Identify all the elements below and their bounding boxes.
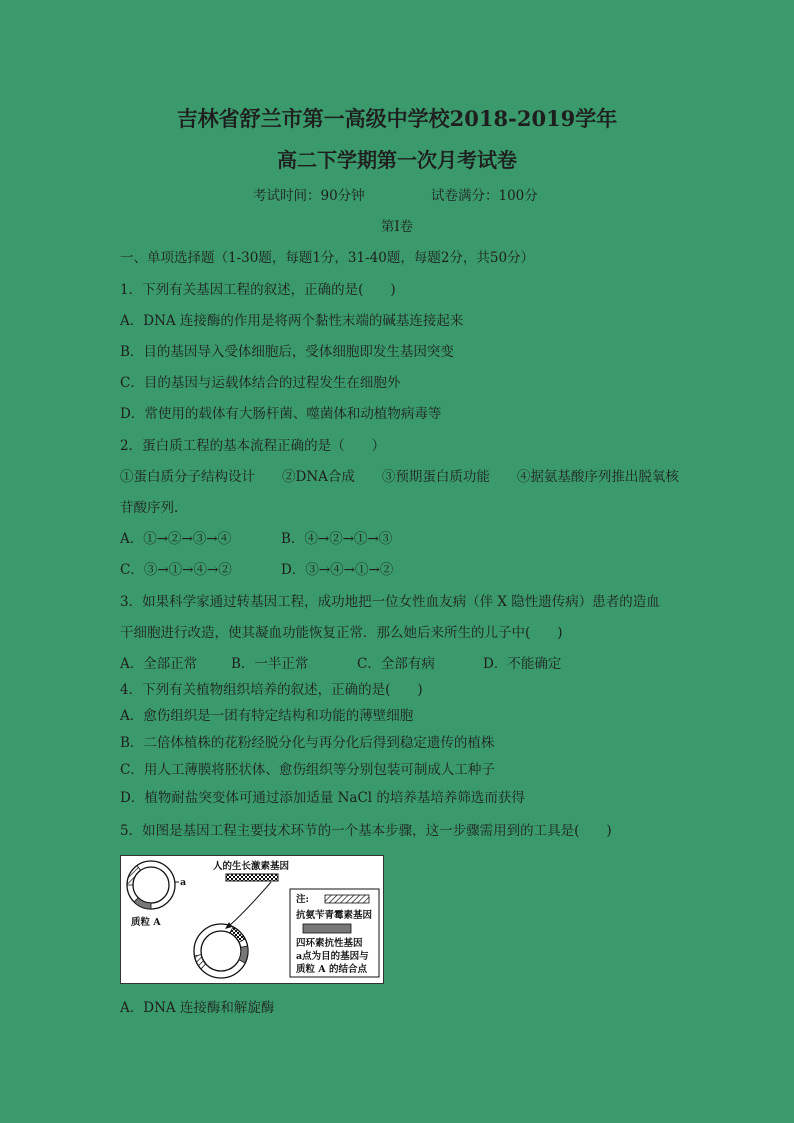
exam-time: 考试时间：90分钟 bbox=[253, 188, 365, 204]
q3-stem-line2: 干细胞进行改造，使其凝血功能恢复正常．那么她后来所生的儿子中( ) bbox=[120, 625, 563, 641]
q4-option-c: C．用人工薄膜将胚状体、愈伤组织等分别包装可制成人工种子 bbox=[120, 762, 495, 778]
q1-option-b: B．目的基因导入受体细胞后，受体细胞即发生基因突变 bbox=[120, 344, 454, 360]
point-a-label: a bbox=[180, 877, 187, 888]
gene-engineering-figure bbox=[120, 855, 384, 984]
plasmid-diagram bbox=[121, 856, 383, 983]
q3-option-c: C．全部有病 bbox=[357, 656, 435, 672]
gene-label: 人的生长激素基因 bbox=[213, 861, 290, 872]
q1-stem: 1．下列有关基因工程的叙述，正确的是( ) bbox=[120, 282, 396, 298]
q4-stem: 4．下列有关植物组织培养的叙述，正确的是( ) bbox=[120, 682, 423, 698]
q3-option-a: A．全部正常 bbox=[120, 656, 198, 672]
inserted-gene-segment bbox=[230, 927, 245, 942]
q3-option-d: D．不能确定 bbox=[483, 656, 562, 672]
legend-amp-swatch bbox=[325, 895, 369, 903]
legend-tet-label: 四环素抗性基因 bbox=[296, 938, 363, 949]
q5-stem: 5．如图是基因工程主要技术环节的一个基本步骤，这一步骤需用到的工具是( ) bbox=[120, 823, 612, 839]
volume-label: 第I卷 bbox=[380, 219, 414, 235]
insertion-arrow bbox=[229, 882, 271, 926]
tet-resistance-segment bbox=[134, 898, 151, 909]
q2-items: ①蛋白质分子结构设计 ②DNA合成 ③预期蛋白质功能 ④据氨基酸序列推出脱氧核 bbox=[120, 469, 679, 485]
q1-option-d: D．常使用的载体有大肠杆菌、噬菌体和动植物病毒等 bbox=[120, 406, 442, 422]
legend-note: 注: bbox=[296, 894, 310, 905]
legend bbox=[290, 889, 379, 977]
q4-option-d: D．植物耐盐突变体可通过添加适量 NaCl 的培养基培养筛选而获得 bbox=[120, 790, 525, 806]
q1-option-a: A．DNA 连接酶的作用是将两个黏性末端的碱基连接起来 bbox=[120, 313, 464, 329]
plasmid-a-label: 质粒 A bbox=[131, 917, 161, 928]
q4-option-b: B．二倍体植株的花粉经脱分化与再分化后得到稳定遗传的植株 bbox=[120, 735, 495, 751]
q2-option-b: B．④→②→①→③ bbox=[281, 531, 393, 547]
growth-hormone-gene-bar bbox=[226, 874, 278, 881]
q2-items-cont: 苷酸序列． bbox=[120, 500, 188, 516]
q4-option-a: A．愈伤组织是一团有特定结构和功能的薄壁细胞 bbox=[120, 708, 414, 724]
q2-option-a: A．①→②→③→④ bbox=[120, 531, 232, 547]
legend-a-line2: 质粒 A 的结合点 bbox=[296, 964, 367, 975]
legend-tet-swatch bbox=[303, 924, 351, 933]
q1-option-c: C．目的基因与运载体结合的过程发生在细胞外 bbox=[120, 375, 401, 391]
recombinant-amp-segment bbox=[195, 955, 207, 969]
full-score: 试卷满分：100分 bbox=[431, 188, 538, 204]
q3-stem-line1: 3．如果科学家通过转基因工程，成功地把一位女性血友病（伴 X 隐性遗传病）患者的造血 bbox=[120, 594, 660, 610]
q5-option-a: A．DNA 连接酶和解旋酶 bbox=[120, 1000, 275, 1016]
exam-title-line2: 高二下学期第一次月考试卷 bbox=[277, 148, 517, 172]
exam-title-line1: 吉林省舒兰市第一高级中学校2018-2019学年 bbox=[176, 106, 618, 131]
plasmid-a bbox=[127, 861, 186, 909]
recombinant-plasmid bbox=[194, 924, 248, 978]
legend-amp-label: 抗氨苄青霉素基因 bbox=[296, 910, 373, 921]
q2-option-c: C．③→①→④→② bbox=[120, 562, 232, 578]
q2-option-d: D．③→④→①→② bbox=[281, 562, 394, 578]
section-title: 一、单项选择题（1-30题，每题1分，31-40题，每题2分，共50分） bbox=[120, 250, 535, 266]
q3-option-b: B．一半正常 bbox=[231, 656, 309, 672]
legend-a-line1: a点为目的基因与 bbox=[296, 951, 369, 962]
q2-stem: 2．蛋白质工程的基本流程正确的是（ ） bbox=[120, 438, 386, 454]
